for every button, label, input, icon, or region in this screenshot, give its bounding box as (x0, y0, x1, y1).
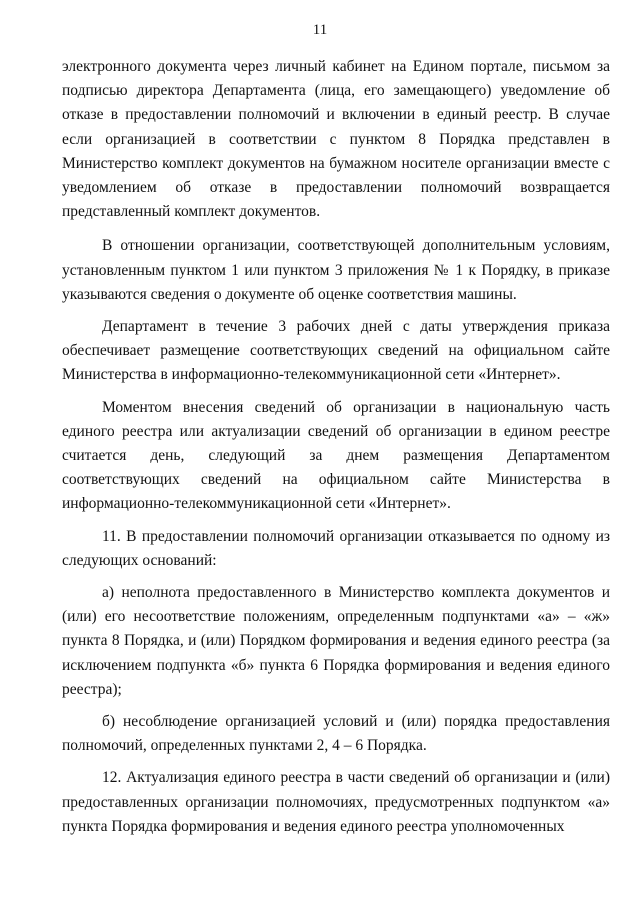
paragraph-continuation: электронного документа через личный кабинет на Едином портале, письмом за подписью директора Департамента (лица, его замещающего) уведомление об отказе в предоставлении полномочий и включении в единый реестр. В случае если организацией в соответствии с пунктом 8 Порядка представлен в Министерство комплект документов на бумажном носителе организации вместе с уведомлением об отказе в предоставлении полномочий возвращается представленный комплект документов. (62, 58, 610, 221)
paragraph-item-12: 12. Актуализация единого реестра в части сведений об организации и (или) предоставленных организации полномочиях, предусмотренных подпунктом «а» пункта Порядка формирования и ведения единого реестра уполномоченных (62, 769, 610, 835)
paragraph-department-publication: Департамент в течение 3 рабочих дней с даты утверждения приказа обеспечивает размещение соответствующих сведений на официальном сайте Министерства в информационно-телекоммуникационной сети «Интернет». (62, 318, 610, 384)
document-body (62, 55, 610, 847)
page-number: 11 (312, 22, 328, 38)
paragraph-item-11-a: а) неполнота предоставленного в Министерство комплекта документов и (или) его несоответствие положениям, определенным подпунктами «а» – «ж» пункта 8 Порядка, и (или) Порядком формирования и ведения единого реестра (за исключением подпункта «б» пункта 6 Порядка формирования и ведения единого реестра); (62, 584, 610, 698)
paragraph-item-11: 11. В предоставлении полномочий организации отказывается по одному из следующих оснований: (62, 527, 610, 569)
paragraph-machine-conformity: В отношении организации, соответствующей дополнительным условиям, установленным пунктом 1 или пунктом 3 приложения № 1 к Порядку, в приказе указываются сведения о документе об оценке соответствия машины. (62, 237, 610, 303)
paragraph-registry-entry-moment: Моментом внесения сведений об организации в национальную часть единого реестра или актуализации сведений об организации в едином реестре считается день, следующий за днем размещения Департаментом соответствующих сведений на официальном сайте Министерства в информационно-телекоммуникационной сети «Интернет». (62, 398, 610, 513)
paragraph-item-11-b: б) несоблюдение организацией условий и (или) порядка предоставления полномочий, определенных пунктами 2, 4 – 6 Порядка. (62, 713, 610, 755)
